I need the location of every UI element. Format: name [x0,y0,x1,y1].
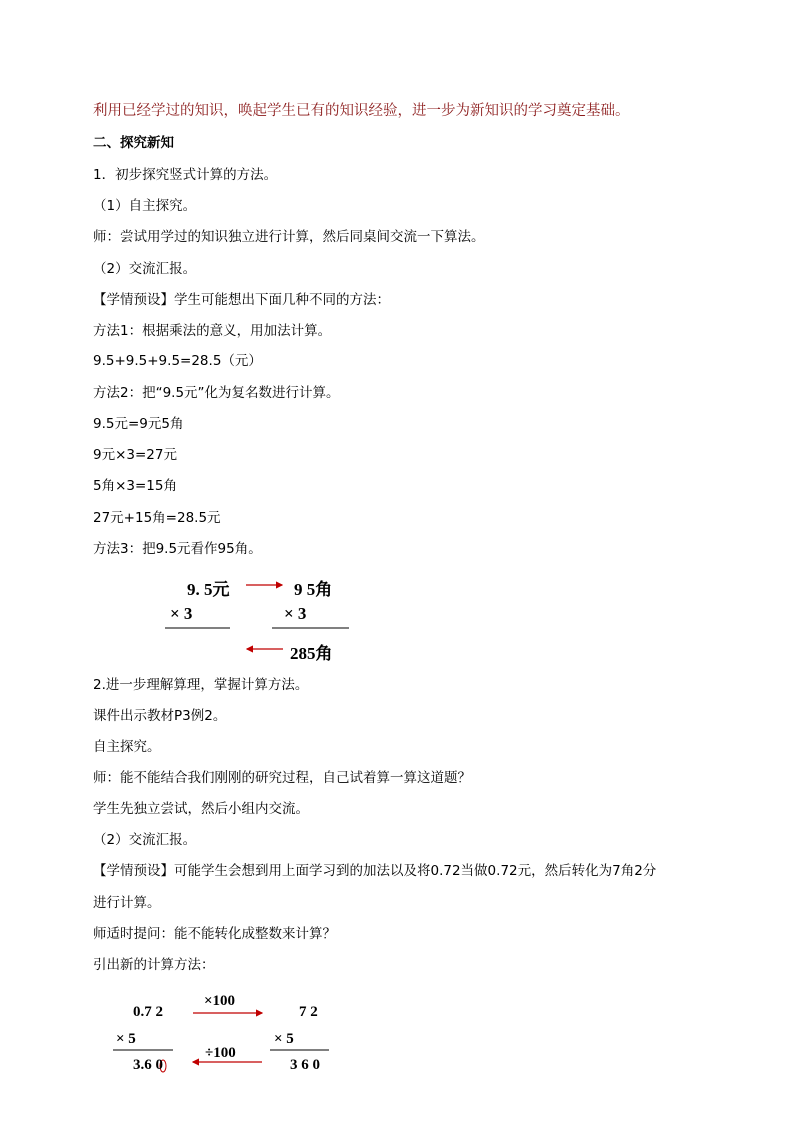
paragraph: （2）交流汇报。 [93,832,197,848]
calc1-right-multiplier: × 3 [284,604,307,623]
paragraph: 9.5+9.5+9.5=28.5（元） [93,353,262,369]
section-heading: 二、探究新知 [93,135,174,151]
calc2-right-result: 3 6 0 [290,1057,320,1073]
paragraph: 引出新的计算方法： [93,957,215,973]
paragraph: 【学情预设】可能学生会想到用上面学习到的加法以及将0.72当做0.72元，然后转化为7角2分 [93,863,657,879]
paragraph: 课件出示教材P3例2。 [93,708,227,724]
calc1-left-top: 9. 5元 [187,580,230,599]
paragraph: 2.进一步理解算理，掌握计算方法。 [93,677,309,693]
paragraph: 方法1：根据乘法的意义，用加法计算。 [93,323,332,339]
calc2-op-bottom: ÷100 [205,1045,236,1061]
calc2-left-top: 0.7 2 [133,1004,163,1020]
paragraph: 师适时提问：能不能转化成整数来计算？ [93,926,336,942]
calc2-op-top: ×100 [204,993,236,1009]
intro-paragraph: 利用已经学过的知识，唤起学生已有的知识经验，进一步为新知识的学习奠定基础。 [93,103,630,119]
paragraph: 9.5元=9元5角 [93,416,184,432]
calc1-result: 285角 [290,644,333,663]
paragraph: 进行计算。 [93,895,161,911]
paragraph: 【学情预设】学生可能想出下面几种不同的方法： [93,292,390,308]
calc1-left-multiplier: × 3 [170,604,193,623]
paragraph: 方法2：把“9.5元”化为复名数进行计算。 [93,385,340,401]
paragraph: （1）自主探究。 [93,198,197,214]
paragraph: 学生先独立尝试，然后小组内交流。 [93,801,309,817]
calc2-left-multiplier: × 5 [116,1031,136,1047]
calc2-left-result: 3.6 0 [133,1057,163,1073]
calc2-right-top: 7 2 [299,1004,318,1020]
paragraph: 27元+15角=28.5元 [93,510,221,526]
paragraph: 9元×3=27元 [93,447,177,463]
paragraph: 5角×3=15角 [93,478,177,494]
paragraph: 师：尝试用学过的知识独立进行计算，然后同桌间交流一下算法。 [93,229,485,245]
paragraph: 1．初步探究竖式计算的方法。 [93,167,278,183]
calc1-right-top: 9 5角 [294,580,333,599]
calc2-right-multiplier: × 5 [274,1031,294,1047]
paragraph: 方法3：把9.5元看作95角。 [93,541,262,557]
paragraph: （2）交流汇报。 [93,261,197,277]
paragraph: 师：能不能结合我们刚刚的研究过程，自己试着算一算这道题？ [93,770,471,786]
paragraph: 自主探究。 [93,739,161,755]
